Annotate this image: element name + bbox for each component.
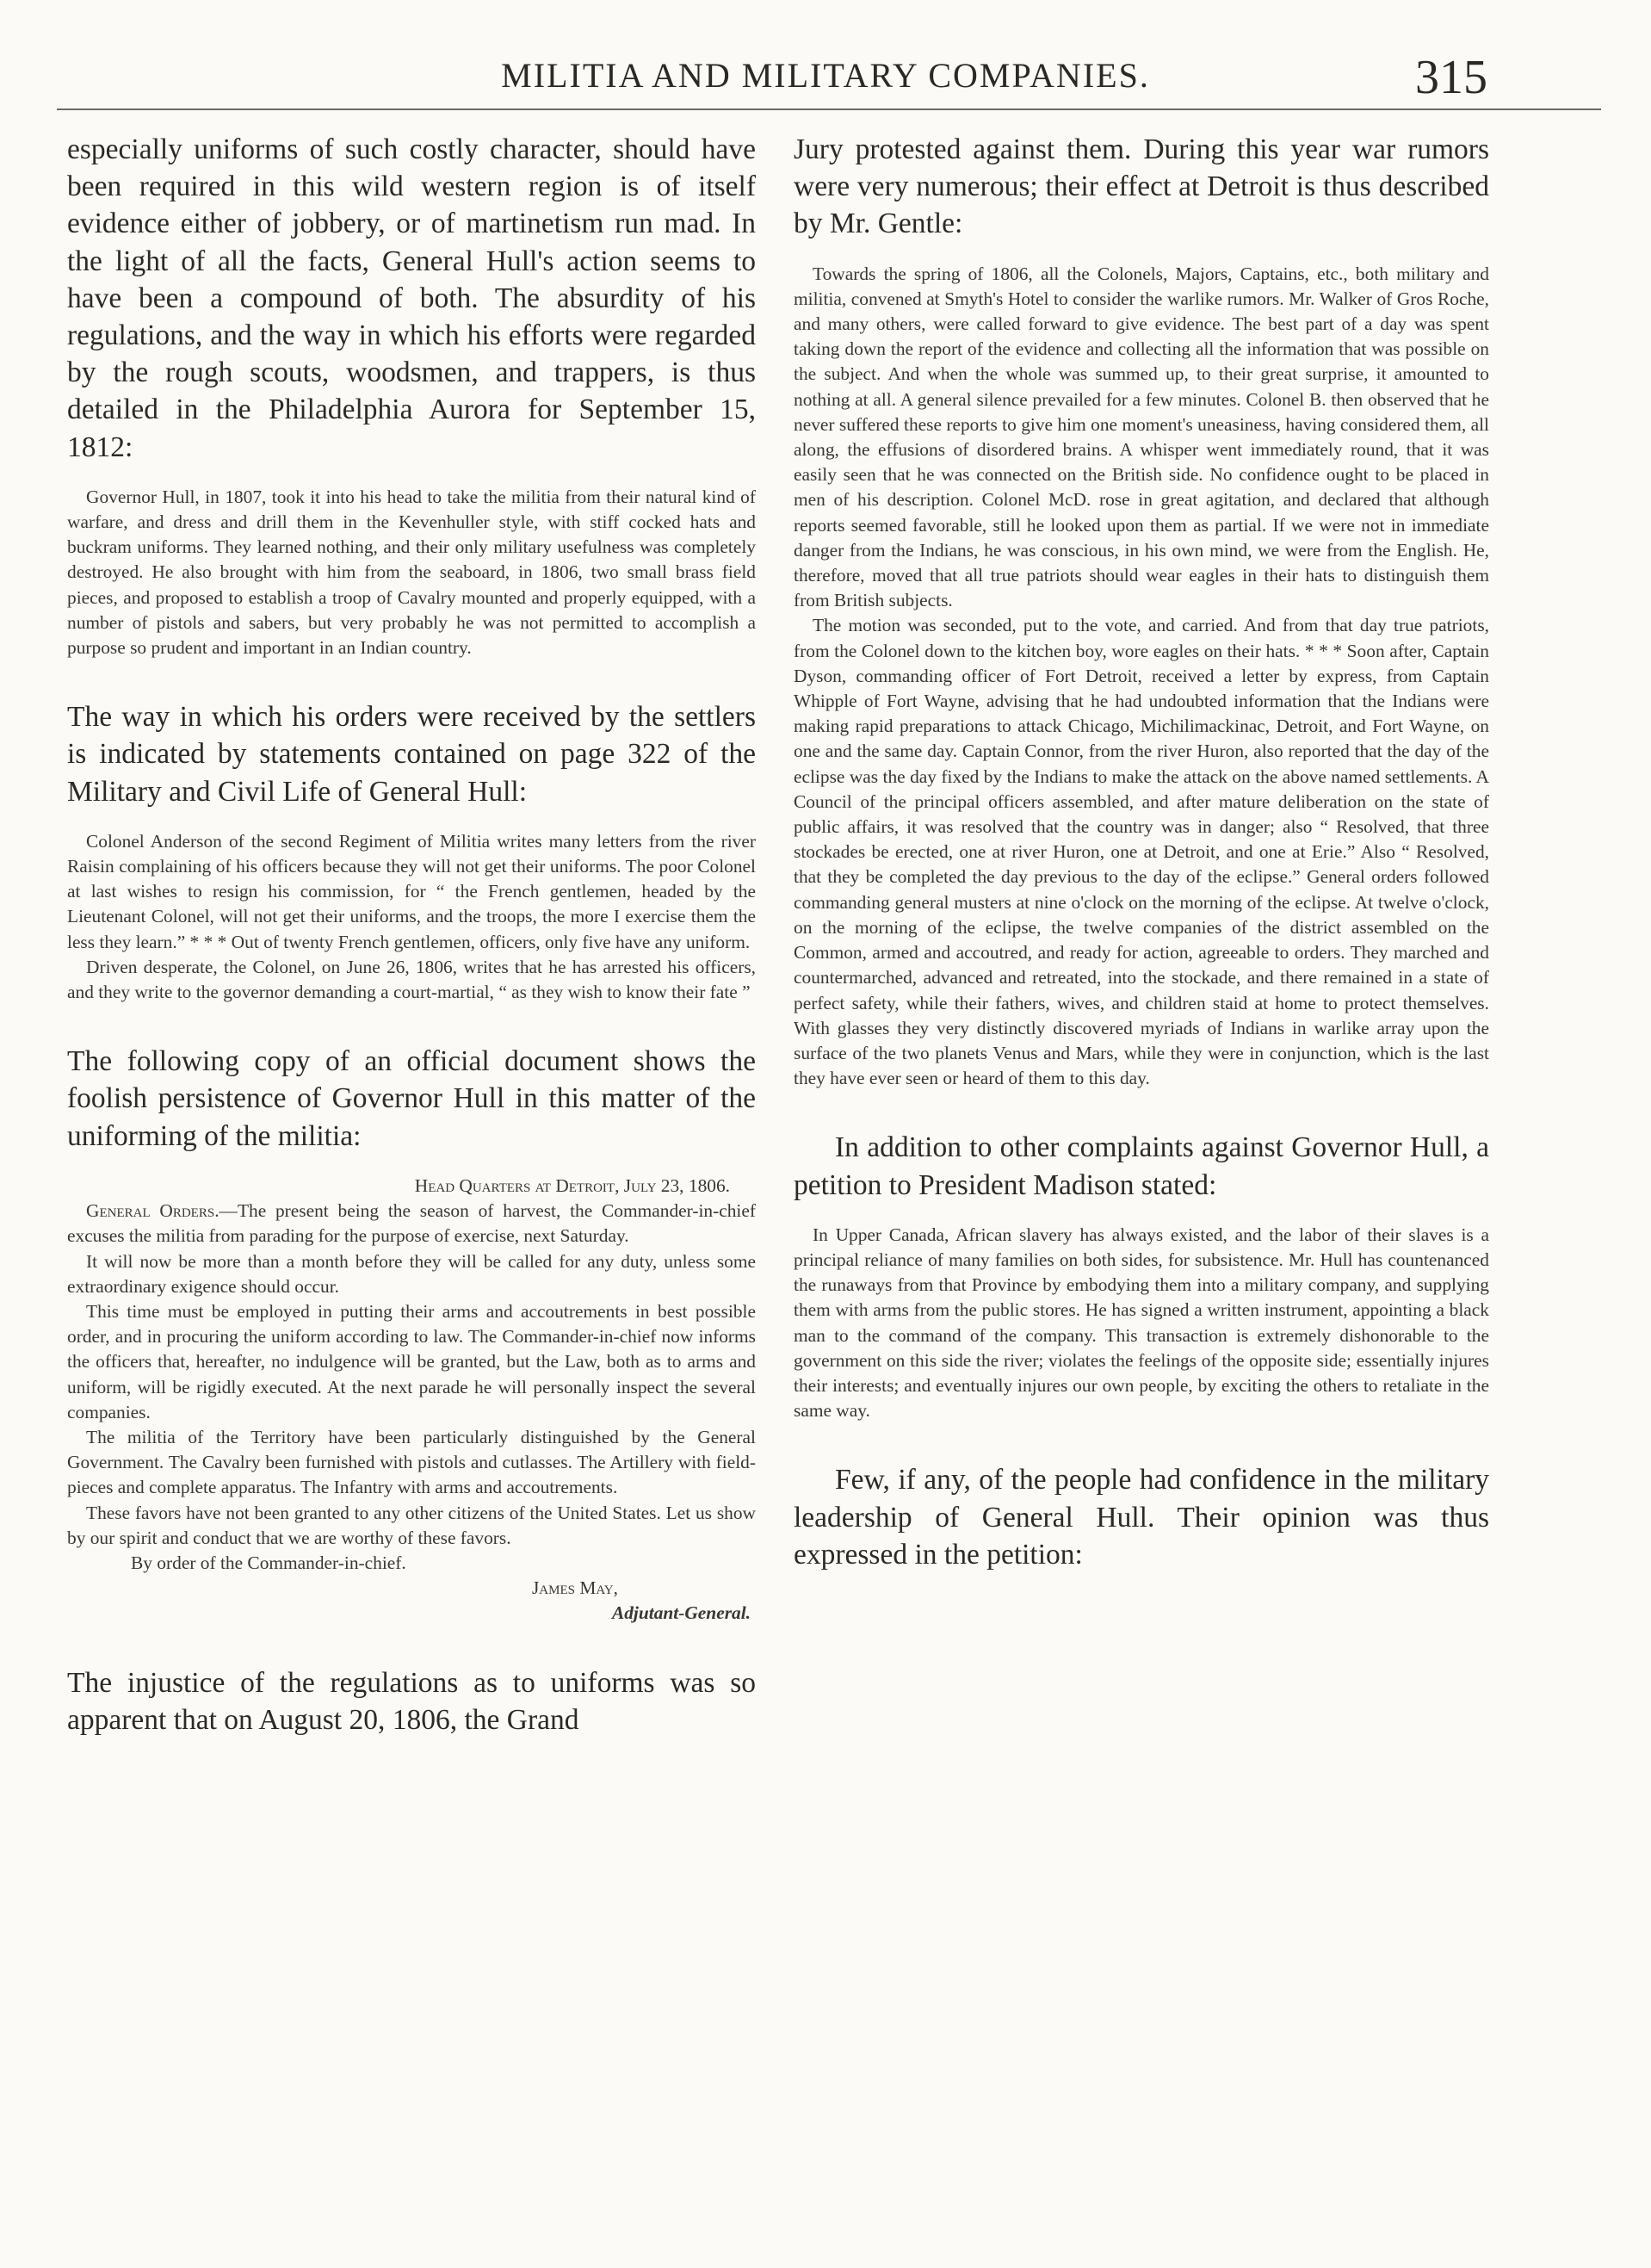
block-quote <box>67 829 756 1005</box>
body-paragraph: The following copy of an official document shows the foolish persistence of Governor Hull in this matter of the uniforming of the militia: <box>67 1045 756 1152</box>
body-paragraph: The injustice of the regulations as to uniforms was so apparent that on August 20, 1806, the Grand <box>67 1666 756 1736</box>
body-paragraph: The way in which his orders were received by the settlers is indicated by statements contained on page 322 of the Military and Civil Life of General Hull: <box>67 701 756 808</box>
quote-paragraph: Colonel Anderson of the second Regiment of Militia writes many letters from the river Raisin complaining of his officers because they will not get their uniforms. The poor Colonel at last wishes to resign his commission, for “ the French gentlemen, headed by the Lieutenant Colonel, will not get their uniforms, and the troops, the more I exercise them the less they learn.” * * * Out of twenty French gentlemen, officers, only five have any uniform. <box>67 830 756 952</box>
block-quote <box>794 1223 1489 1424</box>
orders-paragraph: It will now be more than a month before they will be called for any duty, unless some extraordinary exigence should occur. <box>67 1250 756 1297</box>
right-column <box>794 131 1489 1573</box>
orders-paragraph: These favors have not been granted to any other citizens of the United States. Let us show by our spirit and conduct that we are worthy of these favors. <box>67 1502 756 1548</box>
orders-paragraph: This time must be employed in putting their arms and accoutrements in best possible order, and in procuring the uniform according to law. The Commander-in-chief now informs the officers that, hereafter, no indulgence will be granted, but the Law, both as to arms and uniform, will be rigidly executed. At the next parade he will personally inspect the several companies. <box>67 1300 756 1422</box>
orders-heading: General Orders. <box>86 1200 220 1222</box>
quote-paragraph: The motion was seconded, put to the vote, and carried. And from that day true patriots, from the Colonel down to the kitchen boy, wore eagles on their hats. * * * Soon after, Captain Dyson, commanding officer of Fort Detroit, received a letter by express, from Captain Whipple of Fort Wayne, advising that he had undoubted information that the Indians were making rapid preparations to attack Chicago, Michilimackinac, Detroit, and Fort Wayne, on one and the same day. Captain Connor, from the river Huron, also reported that the day of the eclipse was the day fixed by the Indians to make the attack on the above named settlements. A Council of the principal officers assembled, and after mature deliberation on the state of public affairs, it was resolved that the country was in danger; also “ Resolved, that three stockades be erected, one at river Huron, one at Detroit, and one at Erie.” Also “ Resolved, that they be completed the day previous to the day of the eclipse.” General orders followed commanding general musters at nine o'clock on the morning of the eclipse. At twelve o'clock, on the morning of the eclipse, the twelve companies of the district assembled on the Common, armed and accoutred, and ready for action, agreeable to orders. They marched and countermarched, advanced and retreated, into the stockade, and there remained in a state of perfect safety, while their fathers, wives, and children staid at home to protect themselves. With glasses they very distinctly discovered myriads of Indians in warlike array upon the surface of the two planets Venus and Mars, while they were in conjunction, which is the last they have ever seen or heard of them to this day. <box>794 615 1489 1089</box>
page-header <box>0 50 1651 110</box>
block-quote <box>794 262 1489 1092</box>
body-paragraph: Few, if any, of the people had confidence in the military leadership of General Hull. Their opinion was thus expressed in the petition: <box>794 1464 1489 1571</box>
body-paragraph: In addition to other complaints against Governor Hull, a petition to President Madison stated: <box>794 1131 1489 1201</box>
orders-paragraph: The militia of the Territory have been particularly distinguished by the General Government. The Cavalry been furnished with pistols and cutlasses. The Artillery with field-pieces and complete apparatus. The Infantry with arms and accoutrements. <box>67 1426 756 1498</box>
orders-dateline: Head Quarters at Detroit, July 23, 1806. <box>414 1174 730 1196</box>
header-rule <box>57 108 1601 110</box>
orders-text: —The present being the season of harvest, the Commander-in-chief excuses the militia from parading for the purpose of exercise, next Saturday. <box>67 1200 756 1247</box>
signature-title: Adjutant-General. <box>611 1602 751 1624</box>
signature-name: James May, <box>531 1577 618 1599</box>
block-quote <box>67 485 756 660</box>
page-number: 315 <box>1415 51 1487 104</box>
body-paragraph: especially uniforms of such costly character, should have been required in this wild western region is of itself evidence either of jobbery, or of martinetism run mad. In the light of all the facts, General Hull's action seems to have been a compound of both. The absurdity of his regulations, and the way in which his efforts were regarded by the rough scouts, woodsmen, and trappers, is thus detailed in the Philadelphia Aurora for September 15, 1812: <box>67 133 756 463</box>
quote-paragraph: Driven desperate, the Colonel, on June 26, 1806, writes that he has arrested his officers, and they write to the governor demanding a court-martial, “ as they wish to know their fate ” <box>67 956 756 1003</box>
quote-paragraph: Governor Hull, in 1807, took it into his head to take the militia from their natural kind of warfare, and dress and drill them in the Kevenhuller style, with stiff cocked hats and buckram uniforms. They learned nothing, and their only military usefulness was completely destroyed. He also brought with him from the seaboard, in 1806, two small brass field pieces, and proposed to establish a troop of Cavalry mounted and properly equipped, with a number of pistols and sabers, but very probably he was not permitted to accomplish a purpose so prudent and important in an Indian country. <box>67 486 756 659</box>
quote-paragraph: In Upper Canada, African slavery has always existed, and the labor of their slaves is a principal reliance of many families on both sides, for subsistence. Mr. Hull has countenanced the runaways from that Province by embodying them into a military company, and supplying them with arms from the public stores. He has signed a written instrument, appointing a black man to the command of the company. This transaction is extremely dishonorable to the government on this side the river; violates the feelings of the opposite side; essentially injures their interests; and eventually injures our own people, by exciting the others to retaliate in the same way. <box>794 1224 1489 1422</box>
by-order-line: By order of the Commander-in-chief. <box>131 1552 406 1573</box>
body-paragraph: Jury protested against them. During this year war rumors were very numerous; their effect at Detroit is thus described by Mr. Gentle: <box>794 133 1489 240</box>
orders-paragraph <box>67 1199 756 1249</box>
left-column <box>67 131 756 1738</box>
quote-paragraph: Towards the spring of 1806, all the Colonels, Majors, Captains, etc., both military and militia, convened at Smyth's Hotel to consider the warlike rumors. Mr. Walker of Gros Roche, and many others, were called forward to give evidence. The best part of a day was spent taking down the report of the evidence and collecting all the information that was possible on the subject. And when the whole was summed up, to their great surprise, it amounted to nothing at all. A general silence prevailed for a few minutes. Colonel B. then observed that he never suffered these reports to give him one moment's uneasiness, having considered them, all along, the effusions of disordered brains. A whisper went immediately round, that it was easily seen that he was connected on the British side. No confidence ought to be placed in men of his description. Colonel McD. rose in great agitation, and declared that although reports seemed favorable, still he looked upon them as partial. If we were not in immediate danger from the Indians, he was conscious, in his own mind, we were from the English. He, therefore, moved that all true patriots should wear eagles in their hats to distinguish them from British subjects. <box>794 263 1489 611</box>
running-title: MILITIA AND MILITARY COMPANIES. <box>501 56 1150 95</box>
general-orders <box>67 1174 756 1627</box>
